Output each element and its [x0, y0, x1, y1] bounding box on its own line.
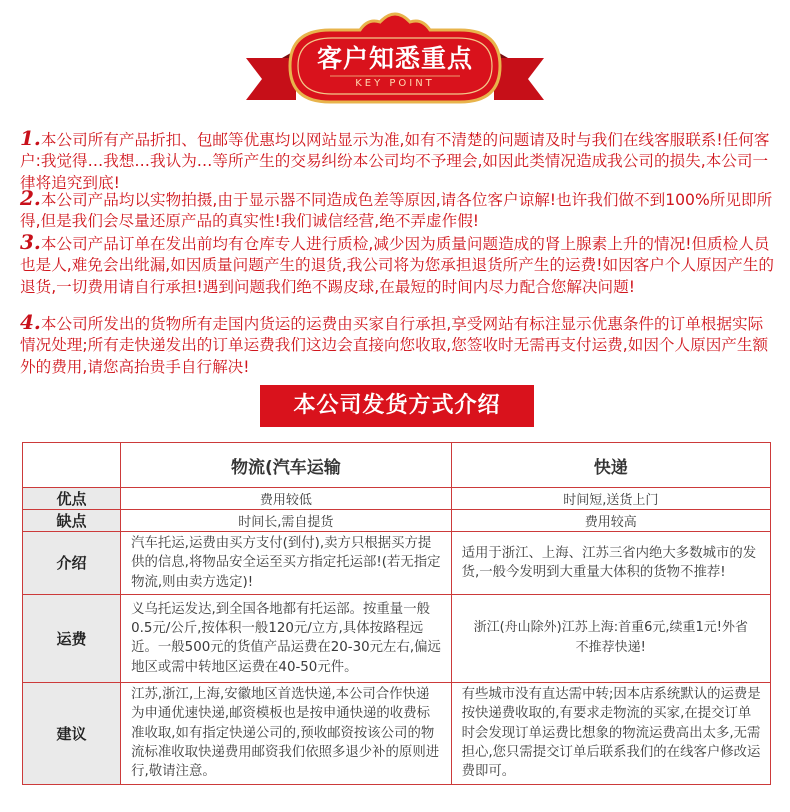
notice-text: 本公司产品订单在发出前均有仓库专人进行质检,减少因为质量问题造成的肾上腺素上升的情况!但质检人员也是人,难免会出纰漏,如因质量问题产生的退货,我公司将为您承担退货所产生的运费!如因客户个人原因产生的退货,一切费用请自行承担!遇到问题我们绝不踢皮球,在最短的时间内尽力配合您解决问题! [20, 235, 775, 296]
logistics-cell: 义乌托运发达,到全国各地都有托运部。按重量一般0.5元/公斤,按体积一般120元/立方,具体按路程远近。一般500元的货值产品运费在20-30元左右,偏远地区或需中转地区运费在40-50元件。 [121, 594, 451, 682]
logistics-cell: 时间长,需自提货 [121, 510, 451, 532]
header-corner-cell [23, 443, 121, 488]
notice-2 [20, 188, 775, 233]
key-point-header [0, 0, 790, 120]
notice-number: 3. [20, 230, 41, 254]
express-cell: 费用较高 [451, 510, 770, 532]
logistics-cell: 江苏,浙江,上海,安徽地区首选快递,本公司合作快递为申通优速快递,邮资模板也是按申通快递的收费标准收取,如有指定快递公司的,预收邮资按该公司的物流标准收取快递费用邮资我们依照多退少补的原则进行,敬请注意。 [121, 682, 451, 784]
column-header-logistics: 物流(汽车运输 [121, 443, 451, 488]
column-header-express: 快递 [451, 443, 770, 488]
header-title: 客户知悉重点 [316, 44, 473, 73]
table-row-suggestion [23, 682, 771, 784]
row-label: 介绍 [23, 532, 121, 595]
shipping-comparison-table [22, 442, 771, 785]
row-label: 优点 [23, 488, 121, 510]
row-label: 建议 [23, 682, 121, 784]
notice-text: 本公司产品均以实物拍摄,由于显示器不同造成色差等原因,请各位客户谅解!也许我们做不到100%所见即所得,但是我们会尽量还原产品的真实性!我们诚信经营,绝不弄虚作假! [20, 191, 773, 231]
shipping-methods-banner: 本公司发货方式介绍 [260, 385, 534, 427]
table-row-introduction [23, 532, 771, 595]
header-subtitle: KEY POINT [355, 78, 435, 89]
table-row-shipping-fee [23, 594, 771, 682]
row-label: 缺点 [23, 510, 121, 532]
table-header-row [23, 443, 771, 488]
express-cell: 浙江(舟山除外)江苏上海:首重6元,续重1元!外省不推荐快递! [451, 594, 770, 682]
express-cell: 适用于浙江、上海、江苏三省内绝大多数城市的发货,一般今发明到大重量大体积的货物不推荐! [451, 532, 770, 595]
table-row-advantages [23, 488, 771, 510]
notice-number: 2. [20, 186, 41, 210]
notice-text: 本公司所发出的货物所有走国内货运的运费由买家自行承担,享受网站有标注显示优惠条件的订单根据实际情况处理;所有走快递发出的订单运费我们这边会直接向您收取,您签收时无需再支付运费,如因个人原因产生额外的费用,请您高抬贵手自行解决! [20, 315, 769, 376]
notice-1 [20, 128, 775, 194]
notice-number: 4. [20, 310, 41, 334]
express-cell: 时间短,送货上门 [451, 488, 770, 510]
row-label: 运费 [23, 594, 121, 682]
logistics-cell: 费用较低 [121, 488, 451, 510]
logistics-cell: 汽车托运,运费由买方支付(到付),卖方只根据买方提供的信息,将物品安全运至买方指定托运部!(若无指定物流,则由卖方选定)! [121, 532, 451, 595]
table-row-disadvantages [23, 510, 771, 532]
express-cell: 有些城市没有直达需中转;因本店系统默认的运费是按快递费收取的,有要求走物流的买家,在提交订单时会发现订单运费比想象的物流运费高出太多,无需担心,您只需提交订单后联系我们的在线客户修改运费即可。 [451, 682, 770, 784]
notice-text: 本公司所有产品折扣、包邮等优惠均以网站显示为准,如有不清楚的问题请及时与我们在线客服联系!任何客户:我觉得…我想…我认为…等所产生的交易纠纷本公司均不予理会,如因此类情况造成我公司的损失,本公司一律将追究到底! [20, 131, 770, 192]
notice-3 [20, 232, 775, 298]
notice-4 [20, 312, 775, 378]
notice-number: 1. [20, 126, 41, 150]
